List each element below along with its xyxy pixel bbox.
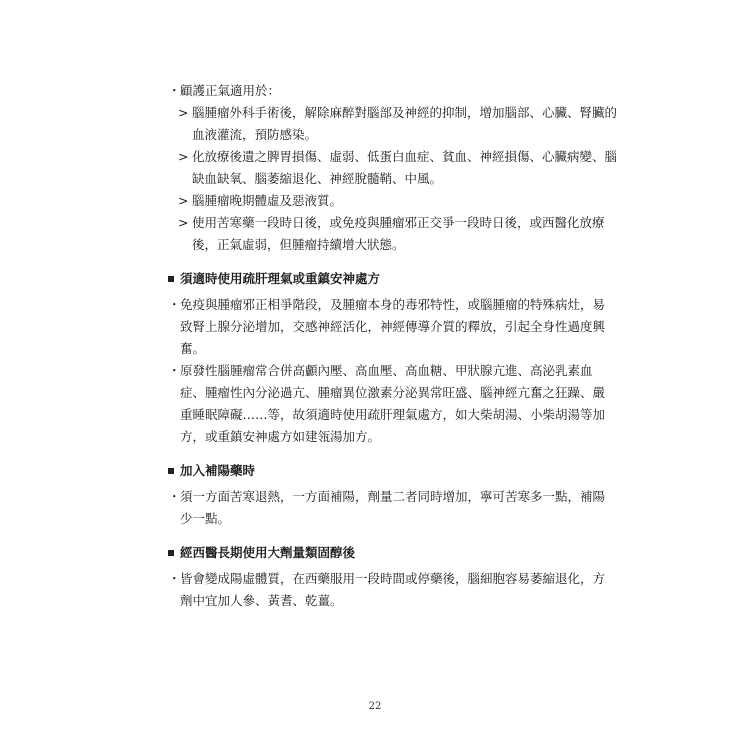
text-line: 使用苦寒藥一段時日後，或免疫與腫瘤邪正交爭一段時日後，或西醫化放療 [192, 215, 605, 230]
bullet-mark: ・ [168, 297, 181, 312]
bullet-item [168, 486, 606, 530]
section-heading-text: 經西醫長期使用大劑量類固醇後 [180, 545, 356, 560]
sub-item [178, 212, 605, 256]
sub-item [178, 102, 618, 146]
text-line: 免疫與腫瘤邪正相爭階段，及腫瘤本身的毒邪特性，或腦腫瘤的特殊病灶，易 [180, 297, 606, 312]
text-line: 腦腫瘤外科手術後，解除麻醉對腦部及神經的抑制，增加腦部、心臟、腎臟的 [192, 105, 618, 120]
text-line: 方，或重鎮安神處方如建瓴湯加方。 [180, 429, 381, 444]
intro-sub-list [178, 102, 618, 256]
text-line: 後，正氣虛弱，但腫瘤持續增大狀態。 [192, 237, 405, 252]
bullet-mark: ・ [168, 489, 181, 504]
sub-item [178, 190, 588, 212]
sub-item [178, 146, 618, 190]
bullet-item [168, 360, 606, 448]
bullet-mark: ・ [168, 571, 181, 586]
intro-block [168, 80, 618, 256]
text-line: 症、腫瘤性內分泌過亢、腫瘤異位激素分泌異常旺盛、腦神經亢奮之狂躁、嚴 [180, 385, 606, 400]
text-line: 缺血缺氧、腦萎縮退化、神經脫髓鞘、中風。 [192, 171, 443, 186]
section-heading-text: 須適時使用疏肝理氣或重鎮安神處方 [180, 271, 381, 286]
section-body [168, 568, 606, 612]
bullet-item [168, 568, 606, 612]
bullet-item [168, 294, 606, 360]
square-bullet-icon [168, 468, 174, 474]
section-heading [168, 460, 588, 482]
section-heading [168, 268, 588, 290]
page-content [168, 80, 618, 614]
arrow-mark: > [178, 193, 189, 208]
text-line: 皆會變成陽虛體質，在西藥服用一段時間或停藥後，腦細胞容易萎縮退化，方 [180, 571, 606, 586]
arrow-mark: > [178, 215, 189, 230]
arrow-mark: > [178, 105, 189, 120]
text-line: 血液灌流，預防感染。 [192, 127, 318, 142]
section-heading-text: 加入補陽藥時 [180, 463, 256, 478]
text-line: 化放療後遺之脾胃損傷、虛弱、低蛋白血症、貧血、神經損傷、心臟病變、腦 [192, 149, 618, 164]
intro-title-text: 顧護正氣適用於： [180, 83, 281, 98]
text-line: 腦腫瘤晚期體虛及惡液質。 [192, 193, 343, 208]
section-body [168, 294, 606, 448]
arrow-mark: > [178, 149, 189, 164]
section-heading [168, 542, 588, 564]
square-bullet-icon [168, 550, 174, 556]
text-line: 致腎上腺分泌增加，交感神經活化，神經傳導介質的釋放，引起全身性過度興 [180, 319, 606, 334]
bullet-mark: ・ [168, 363, 181, 378]
text-line: 須一方面苦寒退熱，一方面補陽，劑量二者同時增加，寧可苦寒多一點，補陽 [180, 489, 606, 504]
text-line: 劑中宜加人參、黃耆、乾薑。 [180, 593, 343, 608]
text-line: 重睡眠障礙……等，故須適時使用疏肝理氣處方，如大柴胡湯、小柴胡湯等加 [180, 407, 606, 422]
text-line: 少一點。 [180, 511, 231, 526]
bullet-mark: ・ [168, 83, 181, 98]
page-number: 22 [368, 701, 382, 712]
text-line: 奮。 [180, 341, 206, 356]
intro-title [168, 80, 588, 102]
section-body [168, 486, 606, 530]
square-bullet-icon [168, 276, 174, 282]
text-line: 原發性腦腫瘤常合併高顱內壓、高血壓、高血糖、甲狀腺亢進、高泌乳素血 [180, 363, 593, 378]
